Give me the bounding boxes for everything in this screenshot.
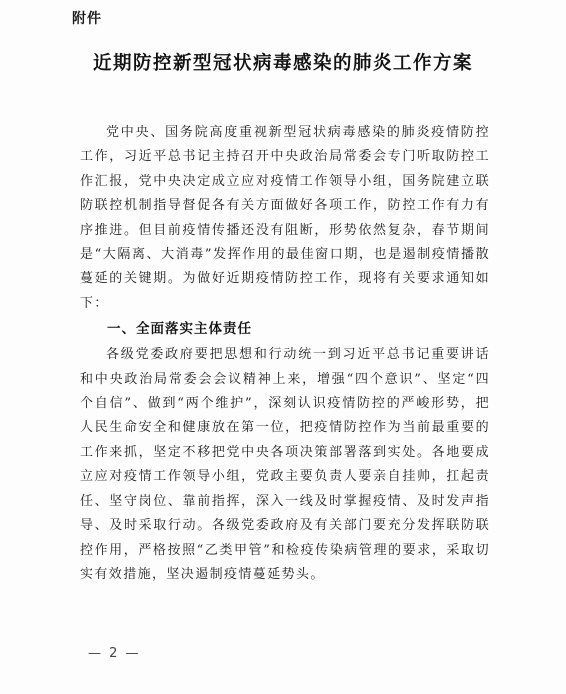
document-title: 近期防控新型冠状病毒感染的肺炎工作方案: [92, 53, 473, 74]
document-body: [80, 121, 490, 587]
attachment-label: 附件: [72, 11, 102, 27]
page-number: — 2 —: [88, 646, 141, 661]
intro-paragraph: 党中央、国务院高度重视新型冠状病毒感染的肺炎疫情防控工作，习近平总书记主持召开中央政治局常委会专门听取防控工作汇报，党中央决定成立应对疫情工作领导小组，国务院建立联防联控机制指导督促各有关方面做好各项工作，防控工作有力有序推进。但目前疫情传播还没有阻断，形势依然复杂，春节期间是“大隔离、大消毒”发挥作用的最佳窗口期，也是遏制疫情播散蔓延的关键期。为做好近期疫情防控工作，现将有关要求通知如下：: [80, 125, 490, 311]
section-paragraph: 各级党委政府要把思想和行动统一到习近平总书记重要讲话和中央政治局常委会会议精神上来，增强“四个意识”、坚定“四个自信”、做到“两个维护”，深刻认识疫情防控的严峻形势，把人民生命安全和健康放在第一位，把疫情防控作为当前最重要的工作来抓，坚定不移把党中央各项决策部署落到实处。各地要成立应对疫情工作领导小组，党政主要负责人要亲自挂帅，扛起责任、坚守岗位、靠前指挥，深入一线及时掌握疫情、及时发声指导、及时采取行动。各级党委政府及有关部门要充分发挥联防联控作用，严格按照“乙类甲管”和检疫传染病管理的要求，采取切实有效措施，坚决遏制疫情蔓延势头。: [80, 347, 490, 582]
section-heading: 一、全面落实主体责任: [107, 321, 252, 338]
